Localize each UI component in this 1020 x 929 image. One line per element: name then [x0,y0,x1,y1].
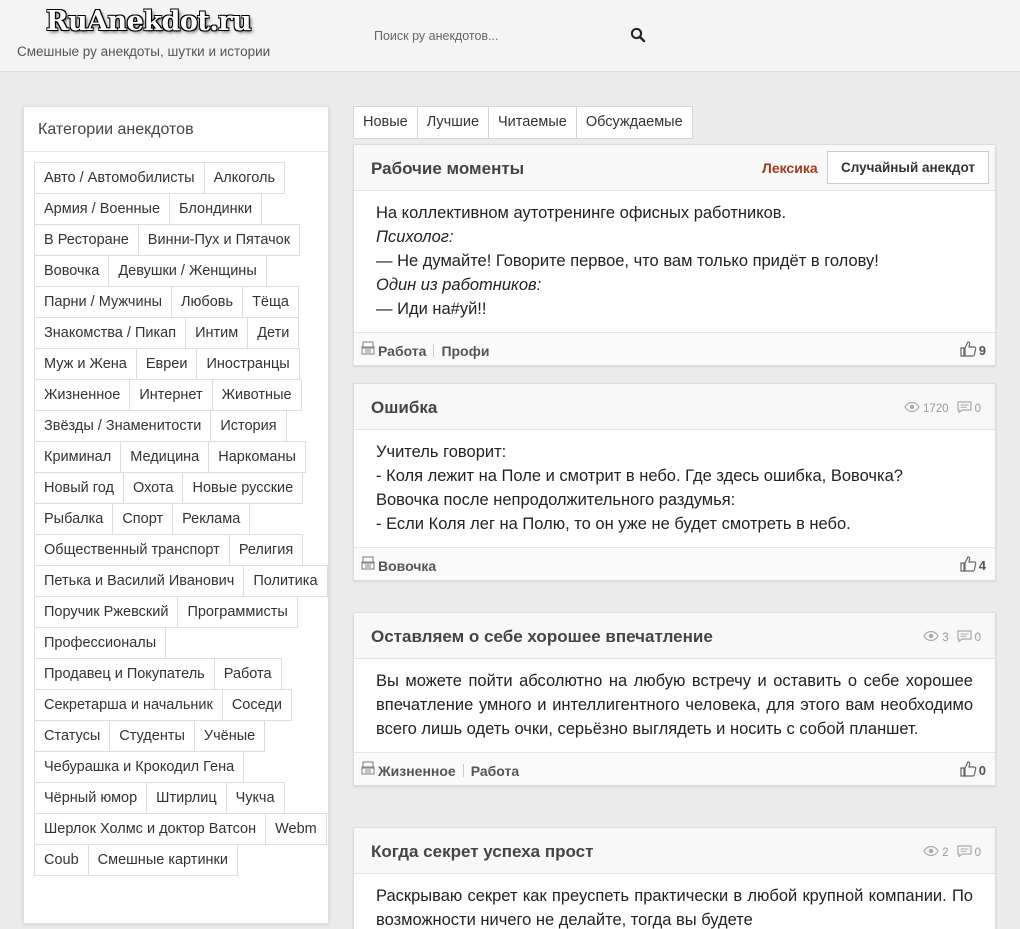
tab-3[interactable]: Обсуждаемые [576,106,693,139]
category-link[interactable]: Coub [34,844,89,876]
comment-icon [957,630,975,645]
post-text-line: Учитель говорит: [376,443,507,461]
category-link[interactable]: Статусы [34,720,110,752]
post-header [354,828,995,874]
category-link[interactable]: Алкоголь [204,162,285,194]
category-link[interactable]: Любовь [171,286,243,318]
category-link[interactable]: В Ресторане [34,224,139,256]
category-link[interactable]: Учёные [194,720,265,752]
category-link[interactable]: Охота [123,472,184,504]
eye-icon [923,846,942,859]
category-link[interactable]: Рыбалка [34,503,113,535]
category-link[interactable]: Иностранцы [196,348,299,380]
category-link[interactable]: Муж и Жена [34,348,137,380]
like-count: 9 [978,343,986,358]
comment-count: 0 [974,402,981,415]
category-link[interactable]: Студенты [109,720,195,752]
category-link[interactable]: Тёща [242,286,299,318]
lexika-label: Лексика [762,160,818,176]
post-text-line: — Не думайте! Говорите первое, что вам только придёт в голову! [376,252,879,270]
comment-count: 0 [974,631,981,644]
category-link[interactable]: Знакомства / Пикап [34,317,186,349]
like-button[interactable] [960,761,986,780]
post-stats [923,845,981,860]
view-count: 2 [942,846,949,859]
category-link[interactable]: Секретарша и начальник [34,689,223,721]
eye-icon [904,402,923,415]
category-folder-icon [361,556,375,575]
thumbs-up-icon [960,341,979,360]
category-link[interactable]: Штирлиц [146,782,226,814]
category-link[interactable]: Поручик Ржевский [34,596,178,628]
view-count: 3 [942,631,949,644]
site-tagline: Смешные ру анекдоты, шутки и истории [17,44,271,59]
post-body [354,191,995,332]
categories-sidebar [23,106,329,924]
category-link[interactable]: Наркоманы [208,441,306,473]
like-button[interactable] [960,341,986,360]
post-header [354,384,995,430]
comment-icon [957,845,975,860]
post-text-line: Психолог: [376,228,454,246]
post-header [354,613,995,659]
category-link[interactable]: Евреи [136,348,198,380]
tag-separator [463,764,464,777]
category-list [24,152,328,875]
tag-separator [433,344,434,357]
category-link[interactable]: Животные [212,379,302,411]
thumbs-up-icon [960,556,979,575]
tab-1[interactable]: Лучшие [417,106,489,139]
category-link[interactable]: Винни-Пух и Пятачок [138,224,300,256]
post-title[interactable]: Когда секрет успеха прост [371,842,594,861]
category-link[interactable]: Жизненное [34,379,130,411]
category-link[interactable]: История [210,410,286,442]
category-link[interactable]: Webm [265,813,327,845]
category-link[interactable]: Работа [214,658,282,690]
category-link[interactable]: Шерлок Холмс и доктор Ватсон [34,813,266,845]
post-footer [354,332,995,365]
tab-0[interactable]: Новые [353,106,418,139]
comment-count: 0 [974,846,981,859]
random-anecdote-button[interactable]: Случайный анекдот [827,151,989,184]
post-text-line: - Коля лежит на Поле и смотрит в небо. Где здесь ошибка, Вовочка? [376,467,903,485]
search-input[interactable] [364,20,656,52]
like-button[interactable] [960,556,986,575]
site-header [0,0,1020,72]
category-link[interactable]: Чебурашка и Крокодил Гена [34,751,244,783]
post-tags [361,341,489,360]
post-title[interactable]: Рабочие моменты [371,159,525,178]
category-link[interactable]: Спорт [112,503,173,535]
eye-icon [923,631,942,644]
category-link[interactable]: Смешные картинки [88,844,238,876]
site-logo[interactable]: RuAnekdot.ru [46,6,252,37]
post-title[interactable]: Оставляем о себе хорошее впечатление [371,627,713,646]
category-link[interactable]: Парни / Мужчины [34,286,172,318]
category-link[interactable]: Реклама [172,503,250,535]
post-tags [361,556,436,575]
category-link[interactable]: Вовочка [34,255,109,287]
post-card [353,827,996,929]
post-body [354,430,995,547]
category-link[interactable]: Интим [185,317,248,349]
category-link[interactable]: Медицина [120,441,209,473]
post-tag-link[interactable]: Жизненное [378,762,456,779]
comment-icon [957,401,975,416]
post-footer [354,752,995,785]
category-link[interactable]: Блондинки [169,193,262,225]
post-tags [361,761,519,780]
post-text-line: - Если Коля лег на Полю, то он уже не будет смотреть в небо. [376,515,851,533]
post-stats [904,401,981,416]
category-link[interactable]: Продавец и Покупатель [34,658,215,690]
post-body: Раскрываю секрет как преуспеть практически в любой крупной компании. По возможности ничего не делайте, тогда вы будете [376,887,973,929]
category-link[interactable]: Петька и Василий Иванович [34,565,244,597]
post-text-line: На коллективном аутотренинге офисных работников. [376,204,787,222]
category-link[interactable]: Политика [243,565,327,597]
post-footer [354,547,995,580]
category-link[interactable]: Профессионалы [34,627,166,659]
category-link[interactable]: Соседи [222,689,292,721]
category-folder-icon [361,341,375,360]
tab-2[interactable]: Читаемые [488,106,577,139]
category-link[interactable]: Дети [247,317,299,349]
post-stats [923,630,981,645]
category-link[interactable]: Интернет [129,379,212,411]
category-link[interactable]: Чёрный юмор [34,782,147,814]
post-tag-link[interactable]: Работа [470,762,520,779]
category-folder-icon [361,761,375,780]
post-card [353,383,996,581]
post-tag-link[interactable]: Профи [441,342,490,359]
post-title[interactable]: Ошибка [371,398,438,417]
category-link[interactable]: Девушки / Женщины [108,255,266,287]
thumbs-up-icon [960,761,979,780]
category-link[interactable]: Новый год [34,472,124,504]
post-text-line: Вовочка после непродолжительного раздумья: [376,491,736,509]
search-icon[interactable] [630,27,648,45]
sidebar-title: Категории анекдотов [24,107,328,152]
post-body: Вы можете пойти абсолютно на любую встречу и оставить о себе хорошее впечатление умного и интеллигентного человека, для этого вам необходимо всего лишь одеть очки, серьёзно выглядеть и носить с собой планшет. [376,672,973,738]
post-tag-link[interactable]: Работа [378,342,427,359]
post-text-line: — Иди на#уй!! [376,300,487,318]
search-box [364,20,656,52]
category-link[interactable]: Новые русские [182,472,303,504]
category-link[interactable]: Звёзды / Знаменитости [34,410,211,442]
category-link[interactable]: Авто / Автомобилисты [34,162,205,194]
like-count: 0 [978,763,986,778]
post-tag-link[interactable]: Вовочка [378,557,437,574]
category-link[interactable]: Программисты [177,596,297,628]
category-link[interactable]: Армия / Военные [34,193,170,225]
like-count: 4 [978,558,986,573]
sort-tabs [353,106,692,139]
category-link[interactable]: Криминал [34,441,121,473]
category-link[interactable]: Религия [229,534,303,566]
category-link[interactable]: Общественный транспорт [34,534,230,566]
category-link[interactable]: Чукча [226,782,285,814]
post-text-line: Один из работников: [376,276,542,294]
view-count: 1720 [923,402,949,415]
post-card [353,612,996,786]
